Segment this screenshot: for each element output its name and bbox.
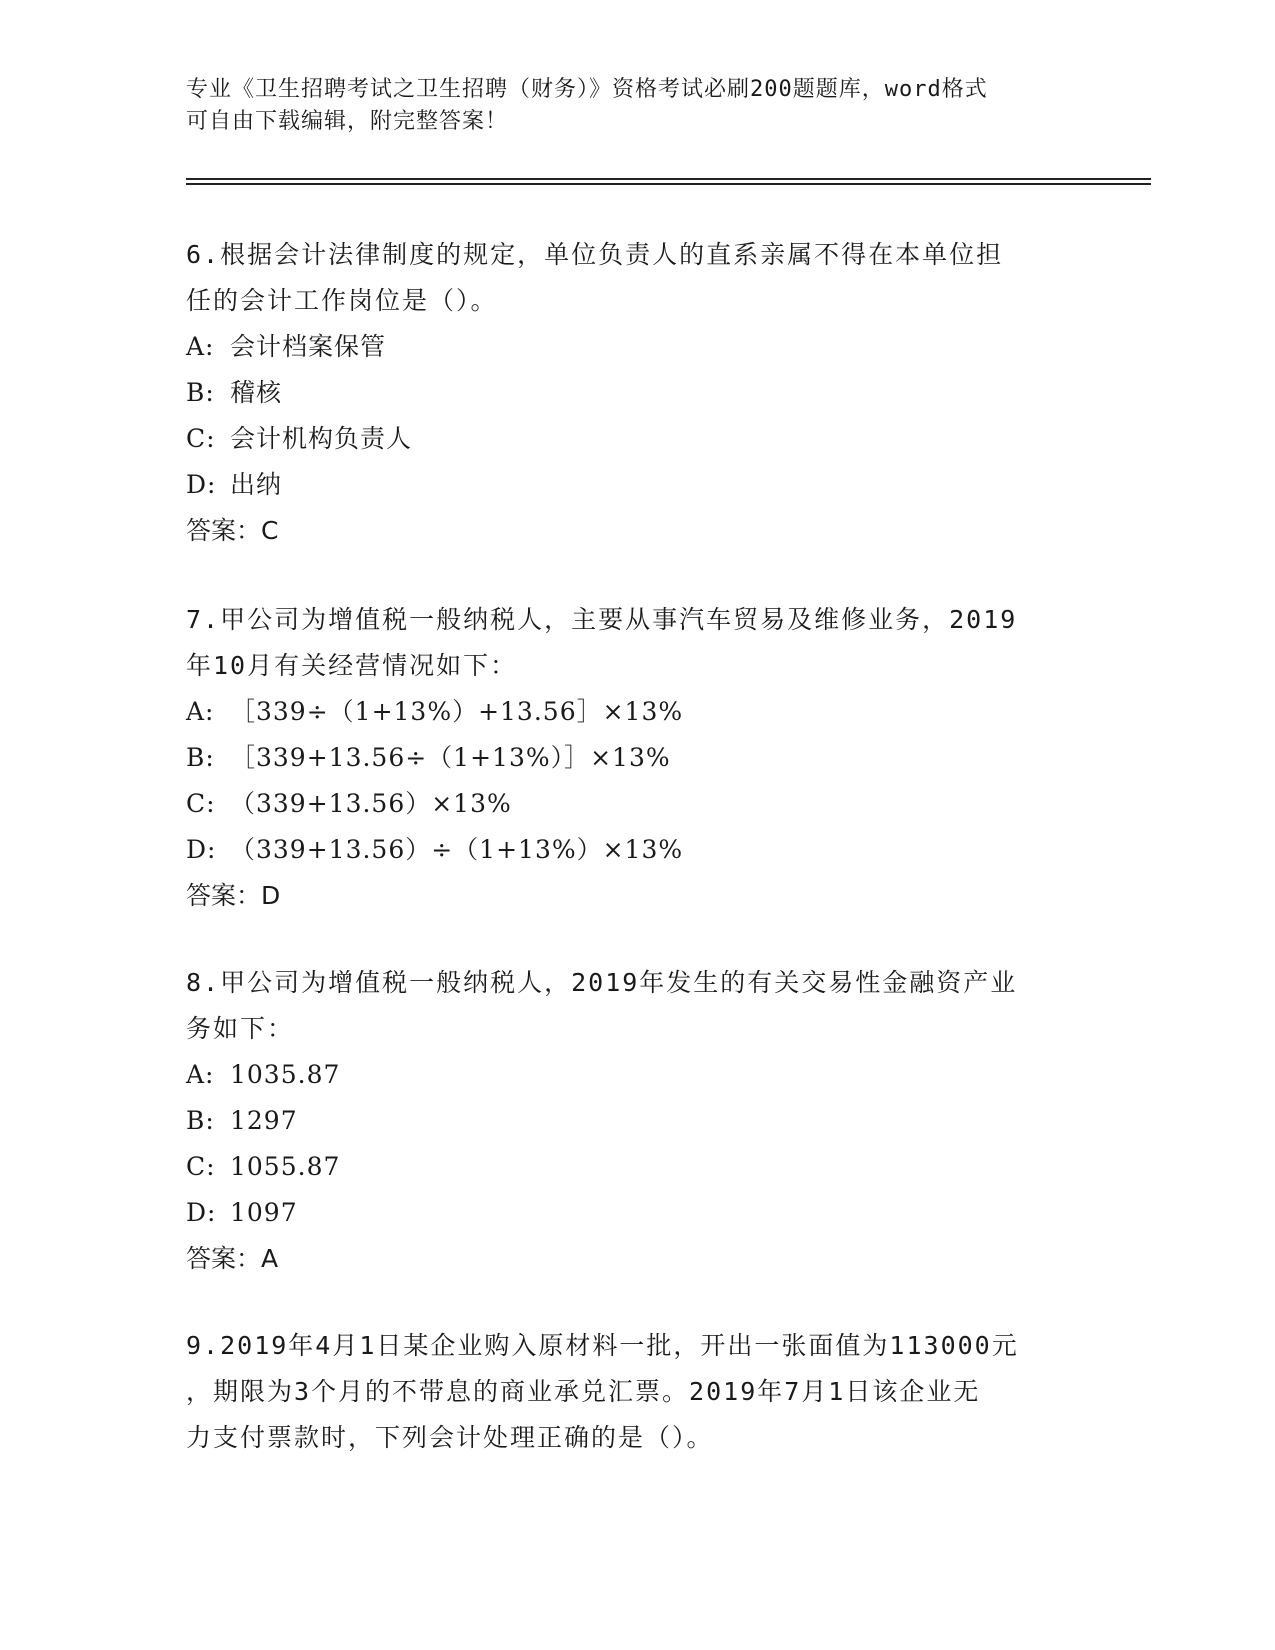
- option-text: ［339÷（1+13%）+13.56］×13%: [230, 697, 684, 726]
- option-text: 1097: [230, 1198, 298, 1227]
- option-c: [186, 1144, 1086, 1190]
- header-divider-top: [186, 178, 1151, 180]
- question-stem-line: 年10月有关经营情况如下：: [186, 651, 518, 680]
- question-6: [186, 232, 1086, 554]
- option-b: [186, 735, 1086, 781]
- question-stem-line: 6.根据会计法律制度的规定，单位负责人的直系亲属不得在本单位担: [186, 240, 1004, 269]
- answer-line: 答案：D: [186, 881, 281, 910]
- question-stem-line: 任的会计工作岗位是（）。: [186, 286, 498, 315]
- question-stem-line: ，期限为3个月的不带息的商业承兑汇票。2019年7月1日该企业无: [186, 1377, 981, 1406]
- question-9: [186, 1323, 1086, 1461]
- option-b: [186, 370, 1086, 416]
- option-letter: B:: [186, 743, 215, 772]
- option-text: ［339+13.56÷（1+13%）］×13%: [230, 743, 671, 772]
- question-stem-line: 力支付票款时，下列会计处理正确的是（）。: [186, 1423, 714, 1452]
- option-a: [186, 1052, 1086, 1098]
- option-text: 1035.87: [230, 1060, 341, 1089]
- option-letter: A:: [186, 332, 215, 361]
- header-line-1: 专业《卫生招聘考试之卫生招聘（财务）》资格考试必刷200题题库，word格式: [186, 77, 988, 102]
- option-letter: C:: [186, 424, 216, 453]
- option-d: [186, 1190, 1086, 1236]
- question-stem-line: 务如下：: [186, 1014, 295, 1043]
- option-text: 出纳: [230, 470, 283, 499]
- option-d: [186, 827, 1086, 873]
- option-letter: B:: [186, 378, 215, 407]
- option-letter: A:: [186, 1060, 215, 1089]
- option-text: （339+13.56）×13%: [230, 789, 512, 818]
- question-7: [186, 597, 1086, 919]
- document-header: [186, 74, 1086, 138]
- question-stem-line: 8.甲公司为增值税一般纳税人，2019年发生的有关交易性金融资产业: [186, 968, 1018, 997]
- question-stem-line: 7.甲公司为增值税一般纳税人，主要从事汽车贸易及维修业务，2019: [186, 605, 1018, 634]
- option-letter: C:: [186, 789, 216, 818]
- answer-line: 答案：A: [186, 1244, 279, 1273]
- option-c: [186, 416, 1086, 462]
- option-c: [186, 781, 1086, 827]
- option-letter: C:: [186, 1152, 216, 1181]
- option-text: 会计机构负责人: [230, 424, 413, 453]
- option-letter: D:: [186, 470, 217, 499]
- question-stem-line: 9.2019年4月1日某企业购入原材料一批，开出一张面值为113000元: [186, 1331, 1019, 1360]
- option-text: 1055.87: [230, 1152, 341, 1181]
- option-text: 稽核: [230, 378, 283, 407]
- header-line-2: 可自由下载编辑，附完整答案！: [186, 109, 509, 134]
- option-a: [186, 324, 1086, 370]
- answer-line: 答案：C: [186, 516, 279, 545]
- option-letter: A:: [186, 697, 215, 726]
- option-letter: D:: [186, 1198, 217, 1227]
- option-text: 会计档案保管: [230, 332, 387, 361]
- question-8: [186, 960, 1086, 1282]
- option-letter: D:: [186, 835, 217, 864]
- option-b: [186, 1098, 1086, 1144]
- option-d: [186, 462, 1086, 508]
- option-letter: B:: [186, 1106, 215, 1135]
- option-text: （339+13.56）÷（1+13%）×13%: [230, 835, 684, 864]
- header-divider-bottom: [186, 183, 1151, 185]
- option-text: 1297: [230, 1106, 298, 1135]
- option-a: [186, 689, 1086, 735]
